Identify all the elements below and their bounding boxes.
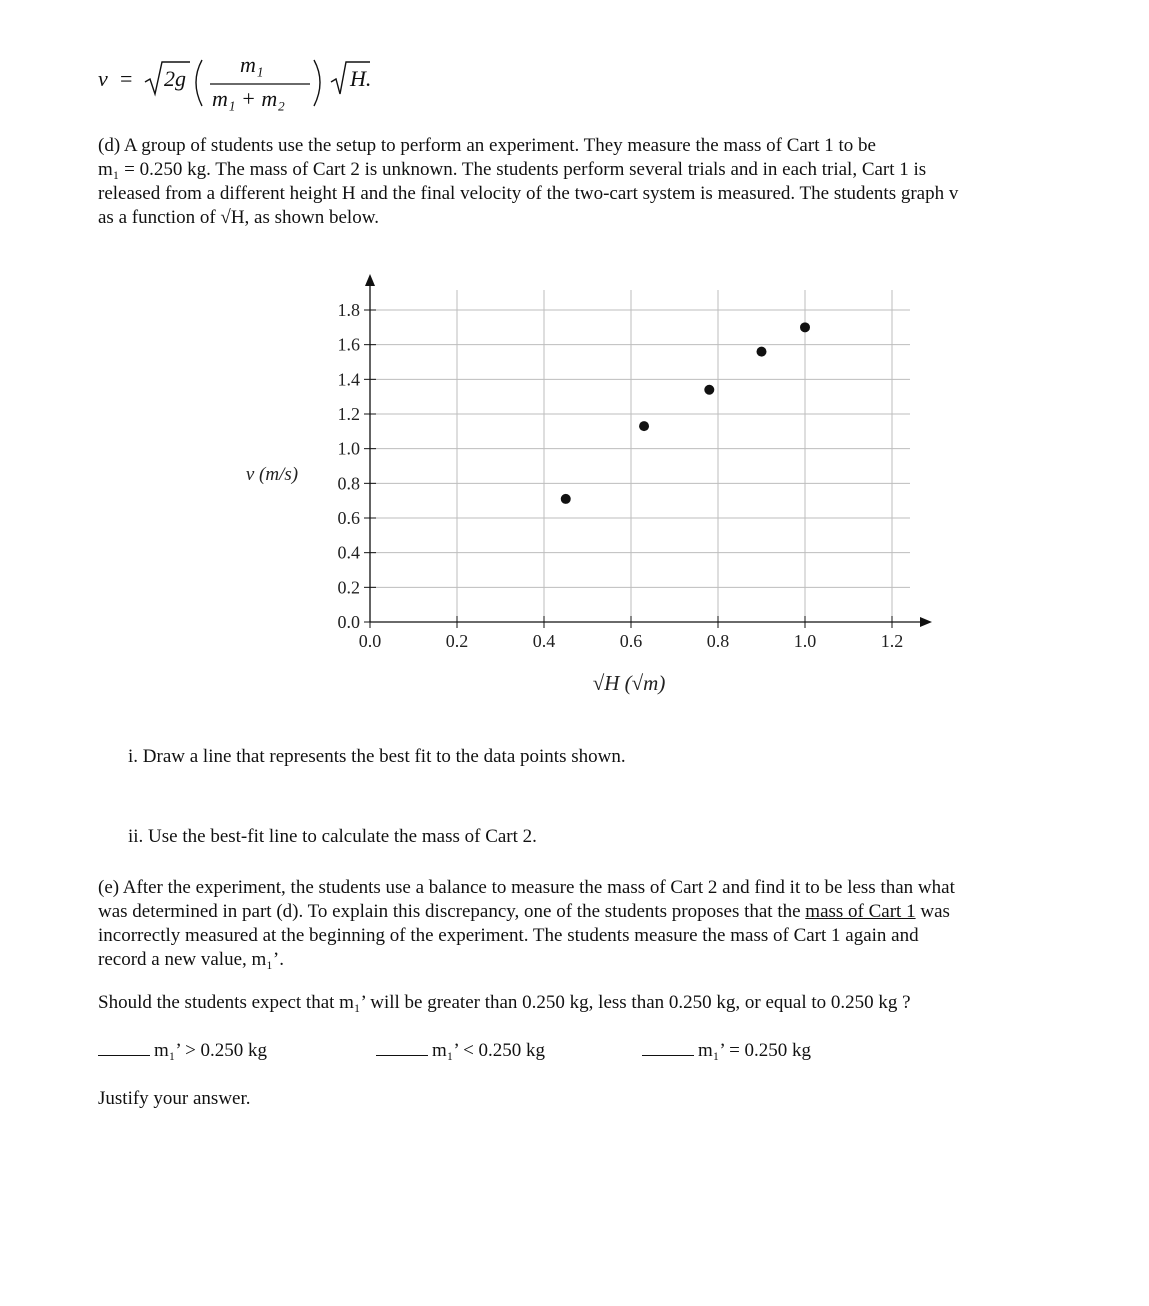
y-tick-label: 1.6: [337, 334, 360, 355]
should-question: Should the students expect that m₁’ will be greater than 0.250 kg, less than 0.250 kg, or equal to 0.250 kg ?: [98, 992, 911, 1013]
part-e-text: [98, 876, 1078, 972]
justify-prompt: Justify your answer.: [98, 1088, 251, 1109]
part-d-line: released from a different height H and the final velocity of the two-cart system is measured. The students graph v: [98, 183, 959, 204]
y-tick-label: 0.8: [337, 473, 360, 494]
data-point: [639, 421, 649, 431]
y-tick-label: 0.0: [337, 612, 360, 632]
formula-coef: 2g: [164, 66, 186, 91]
y-tick-label: 1.0: [337, 438, 360, 459]
option-less-label: m₁’ < 0.250 kg: [432, 1040, 546, 1061]
data-point: [561, 494, 571, 504]
y-axis-label: v (m/s): [245, 464, 299, 485]
x-tick-label: 0.0: [358, 631, 382, 651]
part-e-line: (e) After the experiment, the students use a balance to measure the mass of Cart 2 and find it to be less than what: [98, 877, 955, 898]
x-tick-label: 0.2: [445, 631, 469, 651]
option-greater-label: m₁’ > 0.250 kg: [154, 1040, 268, 1061]
y-axis-arrow: [365, 274, 375, 286]
x-tick-label: 0.4: [532, 631, 556, 651]
part-d-line: (d) A group of students use the setup to perform an experiment. They measure the mass of Cart 1 to be: [98, 135, 876, 156]
y-tick-label: 0.4: [337, 542, 360, 563]
option-equal-label: m₁’ = 0.250 kg: [698, 1040, 812, 1061]
part-d-line: m₁ = 0.250 kg. The mass of Cart 2 is unknown. The students perform several trials and in each trial, Cart 1 is: [98, 159, 927, 180]
x-axis-arrow: [920, 617, 932, 627]
y-tick-label: 0.2: [337, 577, 360, 598]
question-i: i. Draw a line that represents the best fit to the data points shown.: [128, 746, 626, 767]
question-ii: ii. Use the best-fit line to calculate the mass of Cart 2.: [128, 826, 537, 847]
y-tick-label: 0.6: [337, 508, 360, 528]
data-point: [757, 347, 767, 357]
data-point: [704, 385, 714, 395]
data-point: [800, 322, 810, 332]
answer-blank[interactable]: [376, 1041, 428, 1056]
x-tick-label: 0.6: [619, 631, 643, 651]
part-e-line: incorrectly measured at the beginning of the experiment. The students measure the mass of Cart 1 again and: [98, 925, 919, 946]
formula-equals: =: [120, 66, 133, 91]
x-tick-label: 1.2: [880, 631, 904, 651]
formula-denominator: m₁ + m₂: [212, 86, 285, 111]
y-tick-label: 1.4: [337, 369, 360, 390]
formula-sqrt-var: H.: [350, 66, 372, 91]
x-tick-label: 0.8: [706, 631, 730, 651]
y-tick-label: 1.8: [337, 300, 360, 320]
option-equal[interactable]: [642, 1040, 811, 1062]
option-less[interactable]: [376, 1040, 545, 1062]
formula-lhs: v: [98, 66, 108, 91]
part-e-line2-b: was: [915, 901, 950, 922]
option-greater[interactable]: [98, 1040, 267, 1062]
part-e-line: record a new value, m₁’.: [98, 949, 284, 970]
answer-blank[interactable]: [98, 1041, 150, 1056]
part-d-line: as a function of √H, as shown below.: [98, 207, 379, 228]
x-tick-label: 1.0: [793, 631, 817, 651]
y-tick-label: 1.2: [337, 404, 360, 424]
part-e-line: [98, 900, 1078, 924]
part-e-line2-a: was determined in part (d). To explain this discrepancy, one of the students proposes that the: [98, 901, 806, 922]
part-e-underlined: mass of Cart 1: [805, 901, 916, 922]
answer-blank[interactable]: [642, 1041, 694, 1056]
formula-numerator: m₁: [240, 52, 264, 77]
x-axis-label: √H (√m): [592, 671, 666, 695]
